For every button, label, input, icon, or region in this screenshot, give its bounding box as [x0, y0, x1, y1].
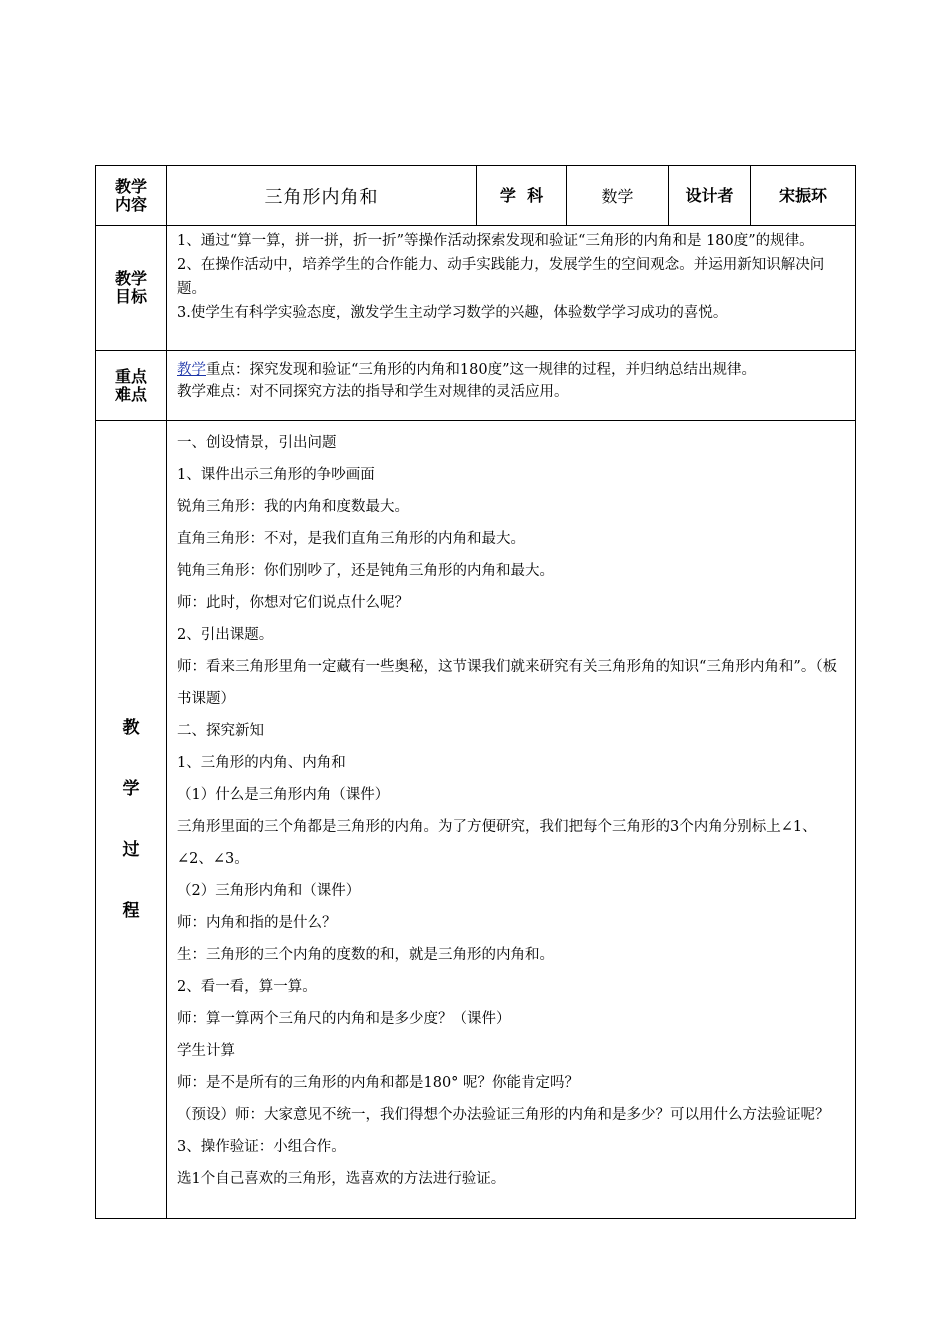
- designer-label: 设计者: [669, 166, 751, 226]
- process-line: 师：内角和指的是什么？: [177, 915, 337, 931]
- process-line: 三角形里面的三个角都是三角形的内角。为了方便研究，我们把每个三角形的3个内角分别标上∠1、∠2、∠3。: [177, 819, 817, 867]
- process-line: 3、操作验证：小组合作。: [177, 1139, 346, 1155]
- process-line: 生：三角形的三个内角的度数的和，就是三角形的内角和。: [177, 947, 554, 963]
- goals-label: 教学 目标: [96, 226, 167, 351]
- process-line: 1、课件出示三角形的争吵画面: [177, 467, 375, 483]
- process-line: 学生计算: [177, 1043, 235, 1059]
- subject-value: 数学: [567, 166, 669, 226]
- process-line: 师：是不是所有的三角形的内角和都是180° 呢？你能肯定吗？: [177, 1075, 580, 1091]
- process-row: [96, 421, 856, 1219]
- process-line: 师：看来三角形里角一定藏有一些奥秘，这节课我们就来研究有关三角形角的知识“三角形内角和”。（板书课题）: [177, 659, 838, 707]
- process-line: 1、三角形的内角、内角和: [177, 755, 346, 771]
- lesson-plan-table: [95, 165, 856, 1219]
- process-line: 锐角三角形：我的内角和度数最大。: [177, 499, 409, 515]
- goal-line: 3.使学生有科学实验态度，激发学生主动学习数学的兴趣，体验数学学习成功的喜悦。: [177, 305, 728, 321]
- header-row: [96, 166, 856, 226]
- process-line: （2）三角形内角和（课件）: [177, 883, 361, 899]
- goal-line: 1、通过“算一算，拼一拼，折一折”等操作活动探索发现和验证“三角形的内角和是 180度”的规律。: [177, 233, 814, 249]
- keypoints-text: 教学重点：探究发现和验证“三角形的内角和180度”这一规律的过程，并归纳总结出规律。 教学难点：对不同探究方法的指导和学生对规律的灵活应用。: [167, 351, 856, 421]
- keypoints-label: 重点 难点: [96, 351, 167, 421]
- process-line: 师：算一算两个三角尺的内角和是多少度？（课件）: [177, 1011, 511, 1027]
- process-line: 一、创设情景，引出问题: [177, 435, 337, 451]
- designer-value: 宋振环: [751, 166, 856, 226]
- goal-line: 2、在操作活动中，培养学生的合作能力、动手实践能力，发展学生的空间观念。并运用新知识解决问题。: [177, 257, 825, 297]
- process-line: 师：此时，你想对它们说点什么呢？: [177, 595, 409, 611]
- subject-label: 学 科: [477, 166, 567, 226]
- process-line: 2、看一看，算一算。: [177, 979, 317, 995]
- process-line: 直角三角形：不对，是我们直角三角形的内角和最大。: [177, 531, 525, 547]
- lesson-title: 三角形内角和: [167, 166, 477, 226]
- process-line: （1）什么是三角形内角（课件）: [177, 787, 390, 803]
- content-label: 教学 内容: [96, 166, 167, 226]
- process-text: [167, 421, 856, 1219]
- process-line: 选1个自己喜欢的三角形，选喜欢的方法进行验证。: [177, 1171, 506, 1187]
- keypoints-row: [96, 351, 856, 421]
- goals-text: [167, 226, 856, 351]
- process-line: 2、引出课题。: [177, 627, 274, 643]
- goals-row: [96, 226, 856, 351]
- process-line: 二、探究新知: [177, 723, 264, 739]
- math-link[interactable]: 教学: [177, 362, 206, 378]
- process-line: （预设）师：大家意见不统一，我们得想个办法验证三角形的内角和是多少？可以用什么方法验证呢？: [177, 1107, 830, 1123]
- process-line: 钝角三角形：你们别吵了，还是钝角三角形的内角和最大。: [177, 563, 554, 579]
- process-label: 教 学 过 程: [96, 421, 167, 1219]
